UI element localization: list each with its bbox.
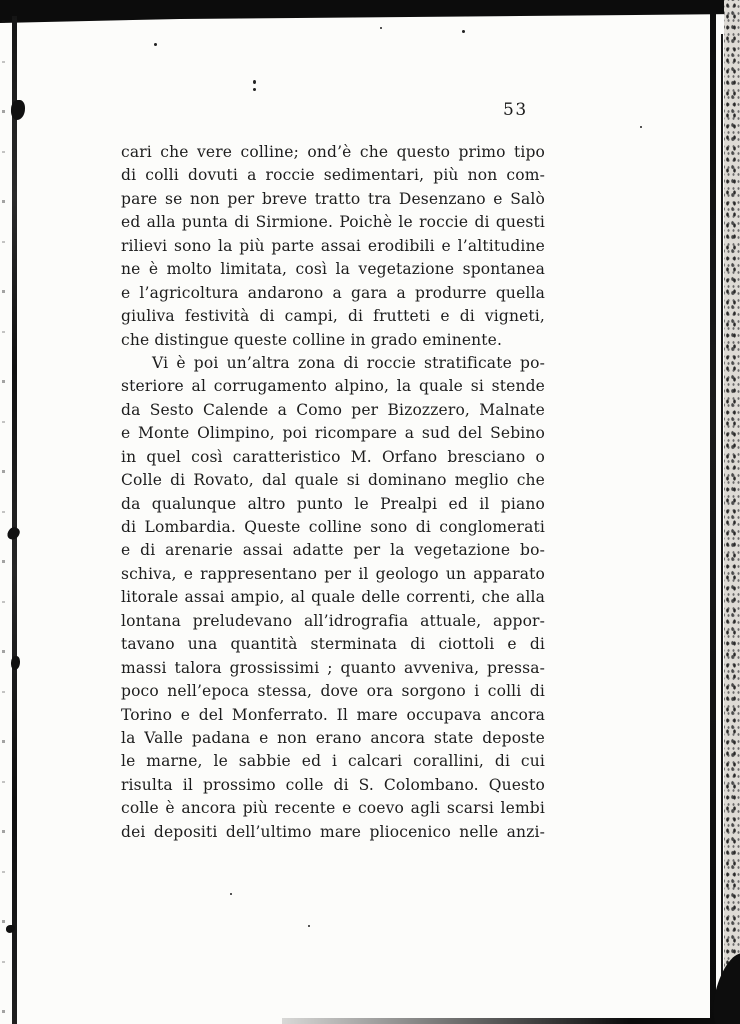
text-line: dei depositi dell’ultimo mare pliocenico nelle anzi- — [121, 822, 545, 841]
scan-edge-right-line — [710, 10, 716, 1024]
text-line: ne è molto limitata, così la vegetazione spontanea — [121, 260, 545, 279]
text-line: lontana preludevano all’idrografia attuale, appor- — [121, 611, 545, 630]
scan-edge-bottom — [282, 1018, 718, 1024]
text-line: colle è ancora più recente e coevo agli scarsi lembi — [121, 799, 545, 818]
text-line: schiva, e rappresentano per il geologo un apparato — [121, 564, 545, 583]
text-line: rilievi sono la più parte assai erodibili e l’altitudine — [121, 236, 545, 255]
text-line: risulta il prossimo colle di S. Colombano. Questo — [121, 775, 545, 794]
scan-blemish — [11, 656, 20, 670]
page-number: 53 — [503, 100, 528, 120]
text-line: la Valle padana e non erano ancora state deposte — [121, 728, 545, 747]
scan-blemish — [11, 100, 25, 120]
text-line: e l’agricoltura andarono a gara a produrre quella — [121, 283, 545, 302]
scan-speck — [154, 43, 157, 46]
page-text — [121, 141, 545, 844]
text-line: Colle di Rovato, dal quale si dominano meglio che — [121, 471, 545, 490]
text-line: tavano una quantità sterminata di ciottoli e di — [121, 635, 545, 654]
scan-speck — [253, 80, 256, 84]
text-line: di colli dovuti a roccie sedimentari, più non com- — [121, 166, 545, 185]
text-line: in quel così caratteristico M. Orfano bresciano o — [121, 447, 545, 466]
text-line: che distingue queste colline in grado eminente. — [121, 330, 503, 349]
scan-edge-left-line — [12, 16, 17, 1024]
text-line: e Monte Olimpino, poi ricompare a sud del Sebino — [121, 424, 545, 443]
scan-blemish — [5, 525, 21, 542]
text-line: litorale assai ampio, al quale delle correnti, che alla — [121, 588, 545, 607]
scan-edge-left-noise — [2, 20, 5, 1024]
scan-speck — [640, 126, 642, 128]
text-line: cari che vere colline; ond’è che questo primo tipo — [121, 143, 545, 161]
text-line: steriore al corrugamento alpino, la quale si stende — [121, 377, 545, 396]
text-line: massi talora grossissimi ; quanto avveniva, pressa- — [121, 658, 545, 677]
text-line: le marne, le sabbie ed i calcari corallini, di cui — [121, 752, 545, 771]
scan-speck — [462, 30, 465, 33]
text-line: Torino e del Monferrato. Il mare occupava ancora — [121, 705, 545, 724]
text-line: e di arenarie assai adatte per la vegetazione bo- — [121, 541, 545, 560]
text-line: pare se non per breve tratto tra Desenzano e Salò — [121, 189, 545, 208]
scan-speck — [230, 893, 232, 895]
scan-speck — [380, 27, 382, 29]
page-stack-edge — [724, 0, 740, 1024]
text-line: giuliva festività di campi, di frutteti e di vigneti, — [121, 307, 545, 326]
text-line: da Sesto Calende a Como per Bizozzero, Malnate — [121, 400, 545, 419]
text-line: da qualunque altro punto le Prealpi ed il piano — [121, 494, 545, 513]
scan-edge-top — [0, 0, 740, 26]
scan-speck — [253, 88, 256, 91]
scan-edge-right-line-secondary — [721, 34, 723, 1024]
text-line: di Lombardia. Queste colline sono di conglomerati — [121, 518, 545, 536]
text-line: ed alla punta di Sirmione. Poichè le roccie di questi — [121, 213, 545, 232]
text-line: poco nell’epoca stessa, dove ora sorgono i colli di — [121, 682, 545, 701]
scan-speck — [308, 925, 310, 927]
text-line: Vi è poi un’altra zona di roccie stratificate po- — [152, 353, 545, 372]
